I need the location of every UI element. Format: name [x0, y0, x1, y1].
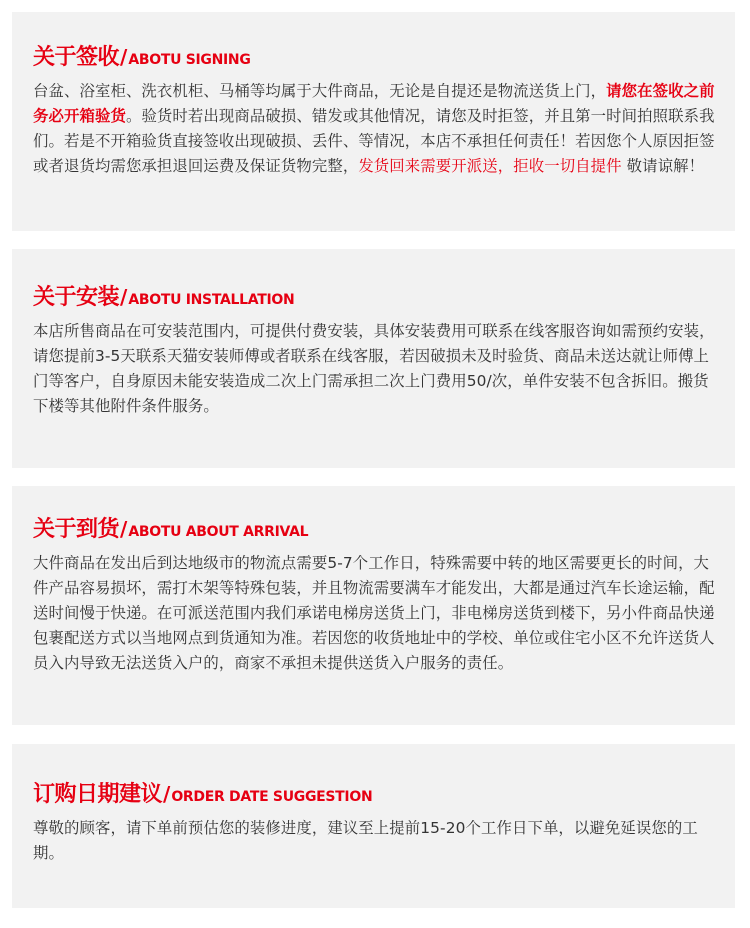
title-english: ABOTU INSTALLATION: [128, 292, 295, 308]
title-separator: /: [163, 782, 171, 806]
title-chinese: 关于签收: [33, 45, 120, 70]
title-chinese: 订购日期建议: [33, 782, 163, 807]
title-english: ABOTU ABOUT ARRIVAL: [128, 524, 309, 540]
section-title: [33, 780, 721, 806]
title-chinese: 关于安装: [33, 285, 120, 310]
highlight-notice: 请您在签收之前务必开箱验货: [33, 82, 715, 125]
highlight-notice: 发货回来需要开派送，拒收一切自提件: [358, 157, 622, 175]
title-separator: /: [120, 45, 128, 69]
section-arrival: [12, 486, 735, 725]
section-body: 本店所售商品在可安装范围内，可提供付费安装，具体安装费用可联系在线客服咨询如需预约安装，请您提前3-5天联系天猫安装师傅或者联系在线客服，若因破损未及时验货、商品未送达就让师傅上门等客户，自身原因未能安装造成二次上门需承担二次上门费用50/次，单件安装不包含拆旧。搬货下楼等其他附件条件服务。: [33, 322, 715, 415]
title-separator: /: [120, 517, 128, 541]
body-text-part: 。验货时若出现商品破损、错发或其他情况，请您及时拒签，并且第一时间拍照联系我们。若是不开箱验货直接签收出现破损、丢件、等情况，本店不承担任何责任！若因您个人原因拒签或者退货均需您承担退回运费及保证货物完整，: [33, 107, 715, 175]
title-english: ABOTU SIGNING: [128, 52, 251, 68]
section-body: 尊敬的顾客，请下单前预估您的装修进度，建议至上提前15-20个工作日下单，以避免延误您的工期。: [33, 819, 698, 862]
section-body: 大件商品在发出后到达地级市的物流点需要5-7个工作日，特殊需要中转的地区需要更长的时间，大件产品容易损坏，需打木架等特殊包装，并且物流需要满车才能发出，大都是通过汽车长途运输，配送时间慢于快递。在可派送范围内我们承诺电梯房送货上门，非电梯房送货到楼下，另小件商品快递包裹配送方式以当地网点到货通知为准。若因您的收货地址中的学校、单位或住宅小区不允许送货人员入内导致无法送货入户的，商家不承担未提供送货入户服务的责任。: [33, 554, 715, 672]
section-title: [33, 515, 721, 541]
body-text-part: 台盆、浴室柜、洗衣机柜、马桶等均属于大件商品，无论是自提还是物流送货上门，: [33, 82, 607, 100]
title-chinese: 关于到货: [33, 517, 120, 542]
title-english: ORDER DATE SUGGESTION: [171, 789, 373, 805]
body-text-part: 敬请谅解！: [621, 157, 705, 175]
title-separator: /: [120, 285, 128, 309]
section-title: [33, 283, 721, 309]
section-order-date: [12, 744, 735, 908]
section-signing: [12, 12, 735, 231]
section-title: [33, 43, 721, 69]
section-installation: [12, 249, 735, 468]
section-body: [33, 79, 721, 179]
